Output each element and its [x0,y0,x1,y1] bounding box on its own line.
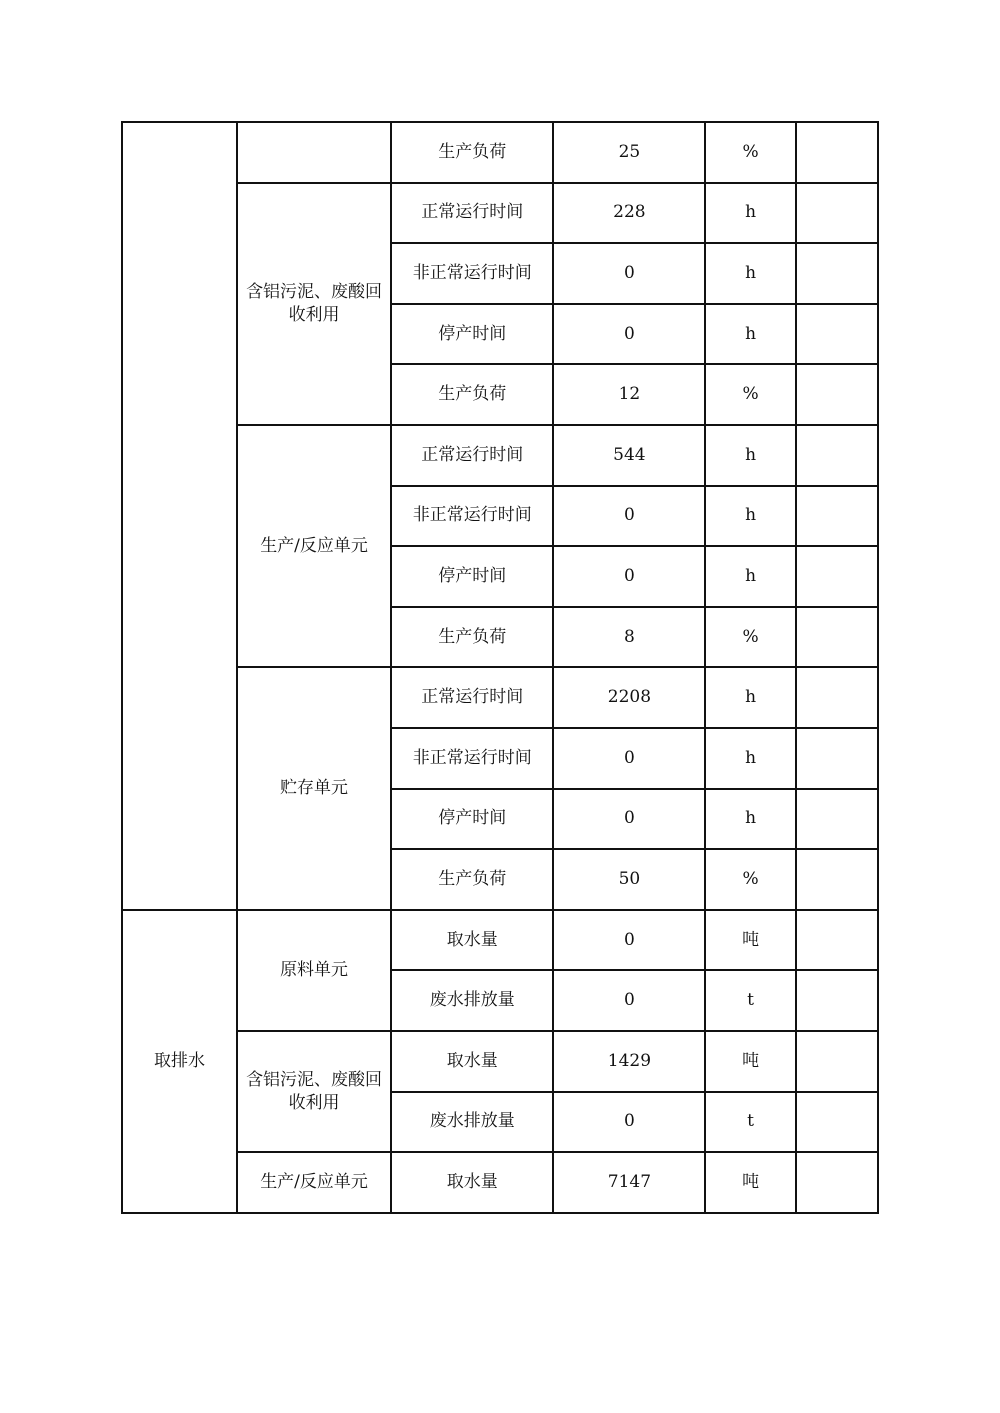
value-cell: 0 [553,728,705,789]
item-cell: 取水量 [391,910,553,971]
unit-of-measure-cell: h [705,243,795,304]
unit-cell: 生产/反应单元 [237,1152,391,1213]
note-cell [796,789,878,850]
item-cell: 停产时间 [391,546,553,607]
value-cell: 0 [553,970,705,1031]
note-cell [796,122,878,183]
value-cell: 0 [553,546,705,607]
note-cell [796,849,878,910]
unit-of-measure-cell: % [705,364,795,425]
item-cell: 正常运行时间 [391,183,553,244]
item-cell: 废水排放量 [391,1092,553,1153]
item-cell: 正常运行时间 [391,667,553,728]
unit-cell: 生产/反应单元 [237,425,391,667]
value-cell: 0 [553,486,705,547]
item-cell: 生产负荷 [391,849,553,910]
note-cell [796,1092,878,1153]
item-cell: 停产时间 [391,304,553,365]
note-cell [796,546,878,607]
unit-of-measure-cell: h [705,546,795,607]
note-cell [796,1031,878,1092]
value-cell: 0 [553,243,705,304]
unit-of-measure-cell: % [705,122,795,183]
unit-of-measure-cell: % [705,607,795,668]
unit-of-measure-cell: h [705,486,795,547]
value-cell: 0 [553,910,705,971]
unit-of-measure-cell: h [705,728,795,789]
value-cell: 0 [553,1092,705,1153]
note-cell [796,607,878,668]
item-cell: 取水量 [391,1031,553,1092]
item-cell: 生产负荷 [391,607,553,668]
note-cell [796,304,878,365]
unit-of-measure-cell: h [705,789,795,850]
value-cell: 2208 [553,667,705,728]
note-cell [796,183,878,244]
category-cell [122,122,237,910]
unit-of-measure-cell: 吨 [705,1031,795,1092]
note-cell [796,970,878,1031]
item-cell: 正常运行时间 [391,425,553,486]
note-cell [796,667,878,728]
unit-of-measure-cell: t [705,970,795,1031]
item-cell: 生产负荷 [391,122,553,183]
category-cell: 取排水 [122,910,237,1213]
value-cell: 544 [553,425,705,486]
unit-of-measure-cell: h [705,425,795,486]
item-cell: 废水排放量 [391,970,553,1031]
note-cell [796,910,878,971]
unit-of-measure-cell: 吨 [705,1152,795,1213]
value-cell: 7147 [553,1152,705,1213]
value-cell: 8 [553,607,705,668]
unit-of-measure-cell: h [705,183,795,244]
value-cell: 25 [553,122,705,183]
value-cell: 50 [553,849,705,910]
note-cell [796,1152,878,1213]
unit-cell [237,122,391,183]
item-cell: 非正常运行时间 [391,243,553,304]
note-cell [796,364,878,425]
value-cell: 1429 [553,1031,705,1092]
unit-cell: 含铝污泥、废酸回收利用 [237,183,391,425]
item-cell: 生产负荷 [391,364,553,425]
value-cell: 228 [553,183,705,244]
item-cell: 取水量 [391,1152,553,1213]
table-row [122,122,878,183]
value-cell: 0 [553,304,705,365]
value-cell: 0 [553,789,705,850]
operations-table [121,121,879,1214]
table-row [122,910,878,971]
unit-cell: 含铝污泥、废酸回收利用 [237,1031,391,1152]
value-cell: 12 [553,364,705,425]
note-cell [796,243,878,304]
unit-cell: 贮存单元 [237,667,391,909]
note-cell [796,486,878,547]
unit-of-measure-cell: 吨 [705,910,795,971]
unit-of-measure-cell: h [705,667,795,728]
note-cell [796,425,878,486]
unit-cell: 原料单元 [237,910,391,1031]
unit-of-measure-cell: h [705,304,795,365]
item-cell: 非正常运行时间 [391,486,553,547]
item-cell: 非正常运行时间 [391,728,553,789]
table-body [122,122,878,1213]
unit-of-measure-cell: t [705,1092,795,1153]
unit-of-measure-cell: % [705,849,795,910]
note-cell [796,728,878,789]
item-cell: 停产时间 [391,789,553,850]
